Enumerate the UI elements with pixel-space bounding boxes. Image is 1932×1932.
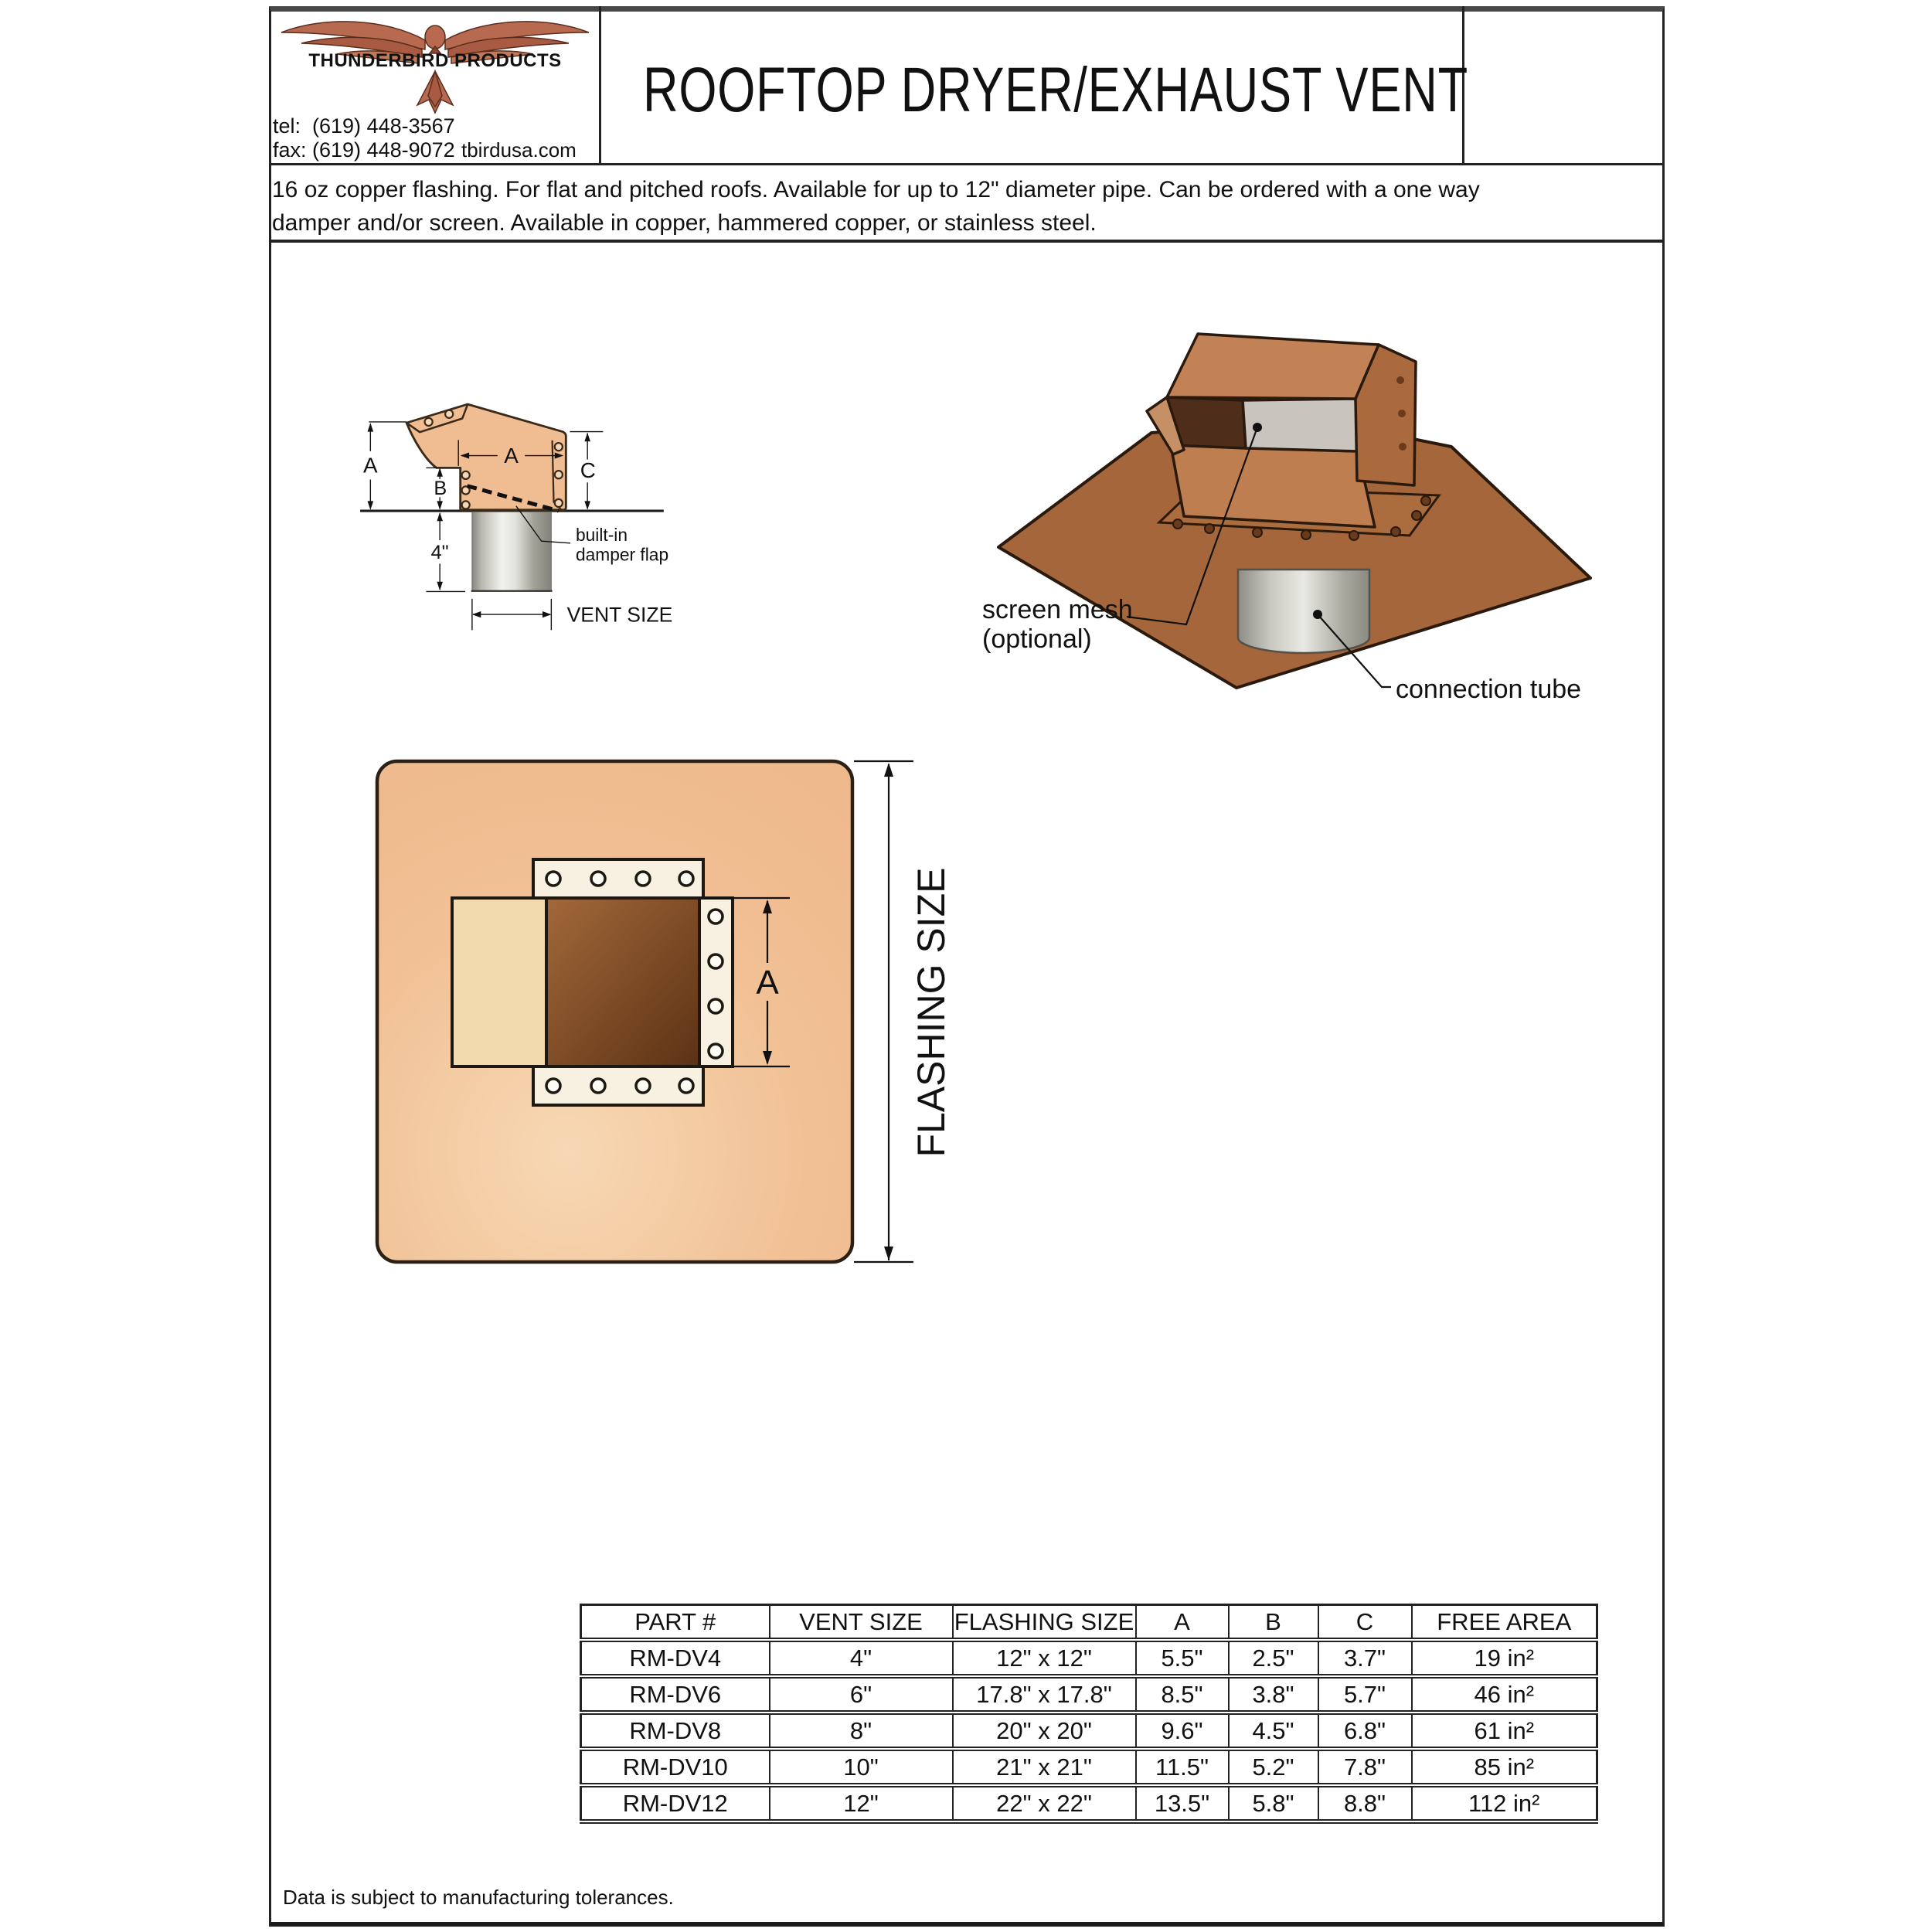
table-row (581, 1713, 1597, 1749)
dim-a-horizontal-label: A (504, 444, 519, 468)
hood-front-face (1171, 445, 1375, 527)
fax-line: fax: (619) 448-9072 (273, 138, 455, 162)
description-line-2: damper and/or screen. Available in copper, hammered copper, or stainless steel. (272, 210, 1097, 236)
leader-dot-tube (1313, 610, 1322, 619)
table-cell: RM-DV4 (581, 1640, 770, 1676)
description-text (272, 173, 1480, 240)
table-cell: 2.5" (1229, 1640, 1318, 1676)
table-cell: RM-DV8 (581, 1713, 770, 1749)
col-header-a: A (1136, 1605, 1229, 1641)
top-view-diagram (355, 734, 974, 1306)
top-view-left-flap (452, 898, 546, 1066)
logo-text: THUNDERBIRD PRODUCTS (308, 50, 562, 71)
top-view-dim-a-label: A (756, 964, 779, 1002)
table-cell: 4.5" (1229, 1713, 1318, 1749)
dim-c-label: C (580, 458, 596, 483)
col-header-c: C (1318, 1605, 1412, 1641)
footer-note: Data is subject to manufacturing tolerances. (283, 1886, 674, 1909)
table-row (581, 1676, 1597, 1713)
dim-b-label: B (434, 478, 447, 500)
table-cell: 12" x 12" (953, 1640, 1136, 1676)
tel-line: tel: (619) 448-3567 (273, 114, 455, 138)
table-cell: 5.8" (1229, 1785, 1318, 1821)
col-header-flashing-size: FLASHING SIZE (953, 1605, 1136, 1641)
table-cell: 5.5" (1136, 1640, 1229, 1676)
table-cell: RM-DV12 (581, 1785, 770, 1821)
table-cell: 112 in² (1412, 1785, 1597, 1821)
col-header-vent-size: VENT SIZE (770, 1605, 953, 1641)
spec-table (580, 1604, 1598, 1824)
table-row (581, 1640, 1597, 1676)
table-cell: 10" (770, 1749, 953, 1785)
flashing-size-label: FLASHING SIZE (910, 867, 953, 1158)
page-title: ROOFTOP DRYER/EXHAUST VENT (643, 55, 1468, 125)
table-cell: 61 in² (1412, 1713, 1597, 1749)
table-cell: 4" (770, 1640, 953, 1676)
dim-4in-label: 4" (430, 542, 449, 564)
iso-connection-tube (1238, 570, 1369, 653)
connection-tube-label: connection tube (1396, 675, 1582, 704)
table-cell: 3.8" (1229, 1676, 1318, 1713)
iso-view-diagram (966, 325, 1662, 788)
screen-mesh-label-line2: (optional) (982, 624, 1092, 654)
table-cell: 6" (770, 1676, 953, 1713)
table-cell: 20" x 20" (953, 1713, 1136, 1749)
table-header-row (581, 1605, 1597, 1641)
col-header-part: PART # (581, 1605, 770, 1641)
leader-dot-mesh (1253, 423, 1262, 432)
table-cell: 8" (770, 1713, 953, 1749)
table-cell: 5.7" (1318, 1676, 1412, 1713)
table-cell: RM-DV6 (581, 1676, 770, 1713)
contact-block (273, 114, 455, 162)
table-cell: 19 in² (1412, 1640, 1597, 1676)
table-cell: 17.8" x 17.8" (953, 1676, 1136, 1713)
dim-a-vertical-label: A (363, 453, 378, 478)
table-cell: RM-DV10 (581, 1749, 770, 1785)
top-view-opening (546, 898, 699, 1066)
table-row (581, 1749, 1597, 1785)
table-cell: 13.5" (1136, 1785, 1229, 1821)
side-connection-tube (471, 512, 553, 590)
table-cell: 3.7" (1318, 1640, 1412, 1676)
table-cell: 8.8" (1318, 1785, 1412, 1821)
col-header-free-area: FREE AREA (1412, 1605, 1597, 1641)
table-row (581, 1785, 1597, 1821)
col-header-b: B (1229, 1605, 1318, 1641)
table-cell: 9.6" (1136, 1713, 1229, 1749)
table-cell: 46 in² (1412, 1676, 1597, 1713)
table-cell: 7.8" (1318, 1749, 1412, 1785)
description-line-1: 16 oz copper flashing. For flat and pitched roofs. Available for up to 12" diameter pipe. Can be ordered with a one way (272, 177, 1480, 202)
damper-label-line1: built-in (575, 525, 628, 546)
table-cell: 21" x 21" (953, 1749, 1136, 1785)
thunderbird-logo (270, 9, 600, 114)
website-text: tbirdusa.com (461, 138, 577, 162)
vent-size-label: VENT SIZE (566, 603, 673, 627)
table-cell: 8.5" (1136, 1676, 1229, 1713)
side-view-diagram (332, 309, 904, 742)
table-cell: 85 in² (1412, 1749, 1597, 1785)
table-cell: 6.8" (1318, 1713, 1412, 1749)
screen-mesh-label-line1: screen mesh (982, 595, 1133, 624)
table-cell: 12" (770, 1785, 953, 1821)
damper-label-line2: damper flap (575, 544, 669, 565)
hood-top-face (1167, 334, 1379, 399)
table-cell: 11.5" (1136, 1749, 1229, 1785)
table-cell: 5.2" (1229, 1749, 1318, 1785)
table-cell: 22" x 22" (953, 1785, 1136, 1821)
